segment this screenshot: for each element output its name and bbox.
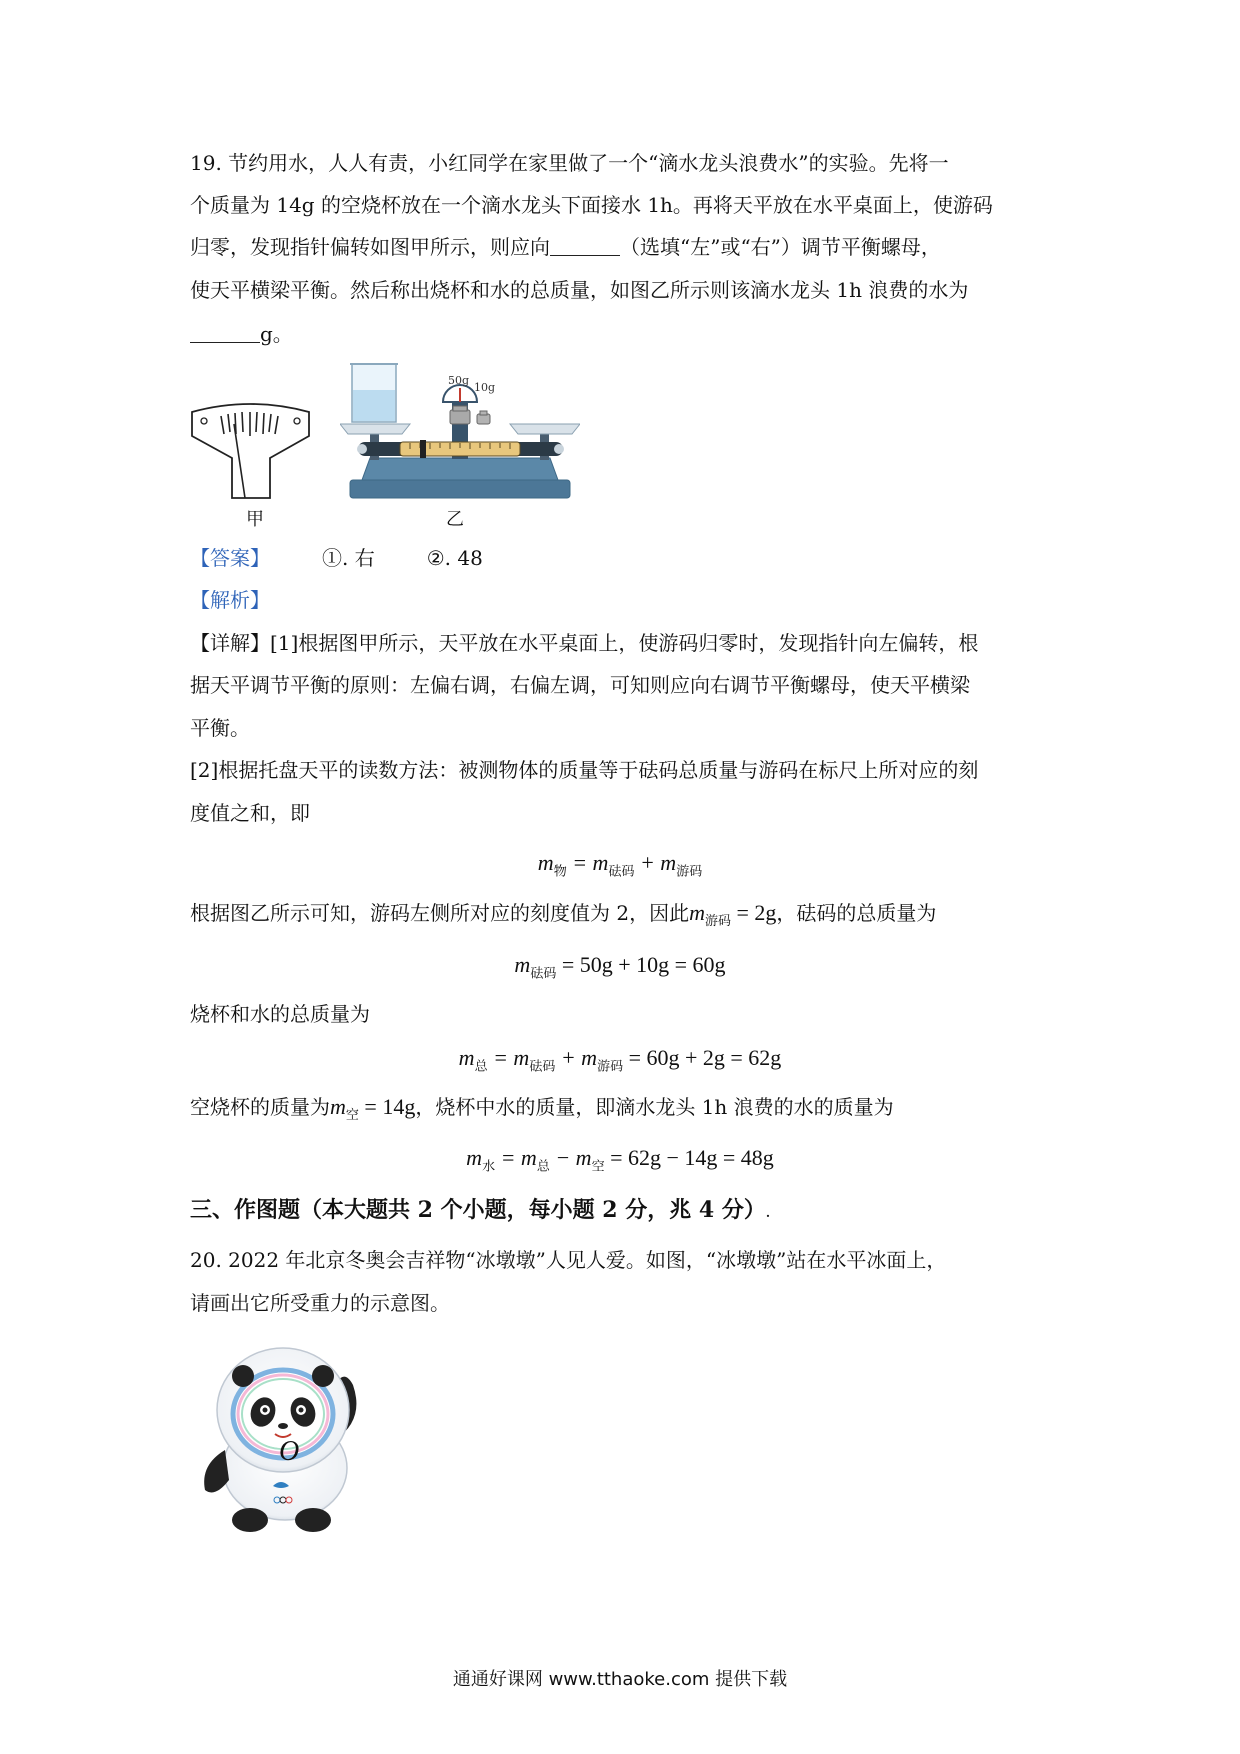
eq3-sub1: 总 (474, 1058, 488, 1074)
analysis-label: 【解析】 (190, 588, 270, 612)
caption-jia: 甲 (246, 509, 264, 530)
eq3-m1: m (458, 1045, 475, 1070)
line8-pre: 空烧杯的质量为 (190, 1095, 330, 1119)
eq4-m1: m (466, 1145, 483, 1170)
detail-line-7: 烧杯和水的总质量为 (190, 1002, 370, 1026)
answer-item-1: ①. 右 (322, 546, 375, 570)
answer-blank-2 (190, 322, 260, 343)
eq3-m2: = m (487, 1045, 530, 1070)
eq2-m: m (514, 952, 531, 977)
line8-m: m (330, 1094, 346, 1119)
page-footer: 通通好课网 www.tthaoke.com 提供下载 (452, 1669, 788, 1690)
eq2-sub: 砝码 (530, 965, 557, 981)
q19-line1: 19. 节约用水，人人有责，小红同学在家里做了一个“滴水龙头浪费水”的实验。先将一 (190, 151, 949, 175)
eq4-rest: = 62g − 14g = 48g (604, 1145, 774, 1170)
eq3-m3: + m (555, 1045, 598, 1070)
section-heading-dot: . (765, 1206, 771, 1220)
answer-label: 【答案】 (190, 546, 270, 570)
section-heading-text: 三、作图题（本大题共 2 个小题，每小题 2 分，兆 4 分） (190, 1197, 766, 1223)
equation-3 (190, 1038, 1050, 1086)
caption-yi: 乙 (446, 509, 464, 530)
eq3-sub2: 砝码 (529, 1058, 556, 1074)
line6-m: m (689, 900, 705, 925)
answer-blank-1 (550, 235, 620, 256)
answer-item-2: ②. 48 (426, 546, 483, 570)
line8-sub: 空 (345, 1108, 359, 1123)
eq1-sub1: 物 (553, 863, 567, 879)
eq1-sub2: 砝码 (608, 863, 635, 879)
eq4-sub3: 空 (591, 1158, 605, 1174)
detail-line-6 (190, 893, 1050, 942)
answer-row (190, 538, 483, 578)
line6-post: ，砝码的总质量为 (776, 901, 937, 925)
q19-line2: 个质量为 14g 的空烧杯放在一个滴水龙头下面接水 1h。再将天平放在水平桌面上，使游码 (190, 193, 993, 217)
q19-line3 (190, 227, 1050, 267)
eq3-rest: = 60g + 2g = 62g (623, 1045, 782, 1070)
eq3-sub3: 游码 (597, 1058, 624, 1074)
q19-line3-post: （选填“左”或“右”）调节平衡螺母， (620, 235, 941, 259)
eq1-sub3: 游码 (676, 863, 703, 879)
q19-line3-pre: 归零，发现指针偏转如图甲所示，则应向 (190, 235, 550, 259)
section-heading (190, 1190, 770, 1233)
q19-line4: 使天平横梁平衡。然后称出烧杯和水的总质量，如图乙所示则该滴水龙头 1h 浪费的水为 (190, 278, 969, 302)
line6-val: = 2g (731, 900, 777, 925)
eq4-m2: = m (495, 1145, 537, 1170)
detail-line-1: 【详解】[1]根据图甲所示，天平放在水平桌面上，使游码归零时，发现指针向左偏转，根 (190, 631, 979, 655)
equation-4 (190, 1138, 1050, 1186)
weight-label-50g: 50g (448, 374, 470, 387)
center-of-gravity-label: O (279, 1436, 300, 1467)
line6-sub: 游码 (704, 914, 731, 929)
eq1-m1: m (537, 850, 554, 875)
q19-line5-post: g。 (260, 322, 293, 346)
detail-line-2: 据天平调节平衡的原则：左偏右调，右偏左调，可知则应向右调节平衡螺母，使天平横梁 (190, 673, 970, 697)
equation-1 (190, 843, 1050, 891)
line8-post: ，烧杯中水的质量，即滴水龙头 1h 浪费的水的质量为 (415, 1095, 894, 1119)
q20-line2: 请画出它所受重力的示意图。 (190, 1291, 450, 1315)
eq2-rest: = 50g + 10g = 60g (556, 952, 726, 977)
q19-line5 (190, 314, 1050, 354)
eq4-sub2: 总 (536, 1158, 550, 1174)
detail-line-8 (190, 1087, 1050, 1136)
eq1-m3: + m (634, 850, 677, 875)
figure-balance (340, 362, 580, 507)
detail-line-4: [2]根据托盘天平的读数方法：被测物体的质量等于砝码总质量与游码在标尺上所对应的刻 (190, 758, 979, 782)
detail-line-3: 平衡。 (190, 716, 250, 740)
eq4-m3: − m (549, 1145, 592, 1170)
equation-2 (190, 945, 1050, 993)
mascot-figure (195, 1340, 395, 1540)
q20-line1: 20. 2022 年北京冬奥会吉祥物“冰墩墩”人见人爱。如图，“冰墩墩”站在水平冰面上， (190, 1248, 947, 1272)
detail-line-5: 度值之和，即 (190, 801, 310, 825)
figure-pointer-scale (188, 402, 313, 502)
eq1-m2: = m (566, 850, 609, 875)
eq4-sub1: 水 (482, 1158, 496, 1174)
line8-val: = 14g (358, 1094, 416, 1119)
line6-pre: 根据图乙所示可知，游码左侧所对应的刻度值为 2，因此 (190, 901, 690, 925)
weight-label-10g: 10g (474, 381, 496, 394)
